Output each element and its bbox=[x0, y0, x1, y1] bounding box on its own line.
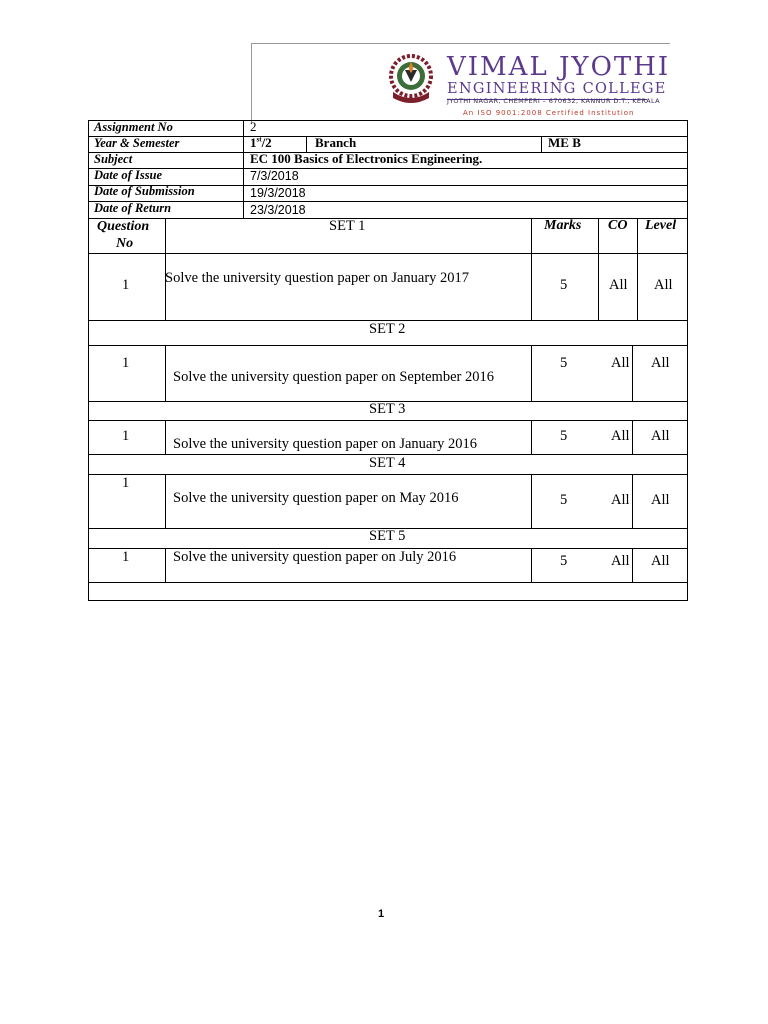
branch-label: Branch bbox=[315, 135, 357, 150]
set-5-co: All bbox=[611, 553, 630, 569]
set-5-question: Solve the university question paper on July 2016 bbox=[173, 549, 457, 565]
assignment-no-label: Assignment No bbox=[94, 120, 173, 134]
set-4-question-no: 1 bbox=[122, 475, 130, 491]
divider bbox=[687, 120, 688, 218]
date-of-submission-value: 19/3/2018 bbox=[250, 186, 306, 200]
divider bbox=[88, 474, 688, 475]
divider bbox=[88, 201, 688, 202]
set-2-title: SET 2 bbox=[369, 321, 406, 337]
divider bbox=[637, 218, 638, 320]
set-1-level: All bbox=[654, 277, 673, 293]
set-2-question: Solve the university question paper on September 2016 bbox=[173, 369, 494, 385]
divider bbox=[88, 582, 688, 583]
divider bbox=[632, 474, 633, 528]
divider bbox=[88, 600, 688, 601]
set-3-level: All bbox=[651, 428, 670, 444]
subject-value: EC 100 Basics of Electronics Engineering. bbox=[250, 151, 483, 166]
divider bbox=[88, 218, 89, 600]
date-of-submission-label: Date of Submission bbox=[94, 184, 195, 198]
divider bbox=[687, 218, 688, 600]
college-subtitle: ENGINEERING COLLEGE bbox=[447, 81, 667, 97]
divider bbox=[88, 120, 688, 121]
college-name: VIMAL JYOTHI bbox=[447, 52, 671, 82]
semester-value: /2 bbox=[261, 135, 272, 150]
set-3-title: SET 3 bbox=[369, 401, 406, 417]
divider bbox=[88, 120, 89, 218]
divider bbox=[165, 420, 166, 454]
question-no-header-line2: No bbox=[116, 236, 134, 251]
divider bbox=[598, 218, 599, 320]
divider bbox=[632, 345, 633, 401]
set-3-question-no: 1 bbox=[122, 428, 130, 444]
year-semester-label: Year & Semester bbox=[94, 136, 180, 150]
set-1-title: SET 1 bbox=[329, 218, 366, 234]
set-4-title: SET 4 bbox=[369, 455, 406, 471]
year-semester-value bbox=[250, 135, 272, 151]
year-suffix: st bbox=[256, 135, 262, 144]
level-header: Level bbox=[645, 218, 677, 233]
set-1-question-no: 1 bbox=[122, 277, 130, 293]
divider bbox=[165, 345, 166, 401]
set-2-marks: 5 bbox=[560, 355, 568, 371]
college-emblem-icon bbox=[385, 52, 437, 108]
divider bbox=[531, 420, 532, 454]
set-3-question: Solve the university question paper on January 2016 bbox=[173, 436, 478, 452]
divider bbox=[165, 474, 166, 528]
college-iso-note: An ISO 9001:2008 Certified Institution bbox=[463, 109, 635, 117]
divider bbox=[541, 136, 542, 152]
set-4-question: Solve the university question paper on May 2016 bbox=[173, 490, 459, 506]
date-of-return-label: Date of Return bbox=[94, 201, 172, 215]
date-of-issue-value: 7/3/2018 bbox=[250, 169, 299, 183]
set-4-co: All bbox=[611, 492, 630, 508]
divider bbox=[531, 218, 532, 320]
assignment-no-value: 2 bbox=[250, 119, 257, 134]
co-header: CO bbox=[608, 218, 628, 233]
divider bbox=[165, 548, 166, 582]
divider bbox=[531, 474, 532, 528]
set-4-level: All bbox=[651, 492, 670, 508]
divider bbox=[531, 345, 532, 401]
date-of-issue-label: Date of Issue bbox=[94, 168, 163, 182]
question-no-header: Question bbox=[97, 219, 150, 234]
divider bbox=[88, 168, 688, 169]
date-of-return-value: 23/3/2018 bbox=[250, 203, 306, 217]
divider bbox=[243, 120, 244, 218]
set-5-title: SET 5 bbox=[369, 528, 406, 544]
set-2-question-no: 1 bbox=[122, 355, 130, 371]
divider bbox=[632, 548, 633, 582]
set-4-marks: 5 bbox=[560, 492, 568, 508]
branch-value: ME B bbox=[548, 135, 581, 150]
set-3-co: All bbox=[611, 428, 630, 444]
set-5-level: All bbox=[651, 553, 670, 569]
year-value: 1 bbox=[250, 135, 257, 150]
marks-header: Marks bbox=[544, 218, 582, 233]
set-1-question: Solve the university question paper on January 2017 bbox=[165, 270, 470, 286]
subject-label: Subject bbox=[94, 152, 133, 166]
divider bbox=[306, 136, 307, 152]
set-1-co: All bbox=[609, 277, 628, 293]
divider bbox=[165, 218, 166, 320]
college-address: JYOTHI NAGAR, CHEMPERI – 670632, KANNUR D.T., KERALA bbox=[447, 97, 660, 105]
divider bbox=[531, 548, 532, 582]
divider bbox=[632, 420, 633, 454]
set-2-level: All bbox=[651, 355, 670, 371]
set-2-co: All bbox=[611, 355, 630, 371]
set-3-marks: 5 bbox=[560, 428, 568, 444]
set-5-question-no: 1 bbox=[122, 549, 130, 565]
set-5-marks: 5 bbox=[560, 553, 568, 569]
set-1-marks: 5 bbox=[560, 277, 568, 293]
divider bbox=[88, 420, 688, 421]
divider bbox=[88, 345, 688, 346]
page-number: 1 bbox=[378, 908, 385, 920]
